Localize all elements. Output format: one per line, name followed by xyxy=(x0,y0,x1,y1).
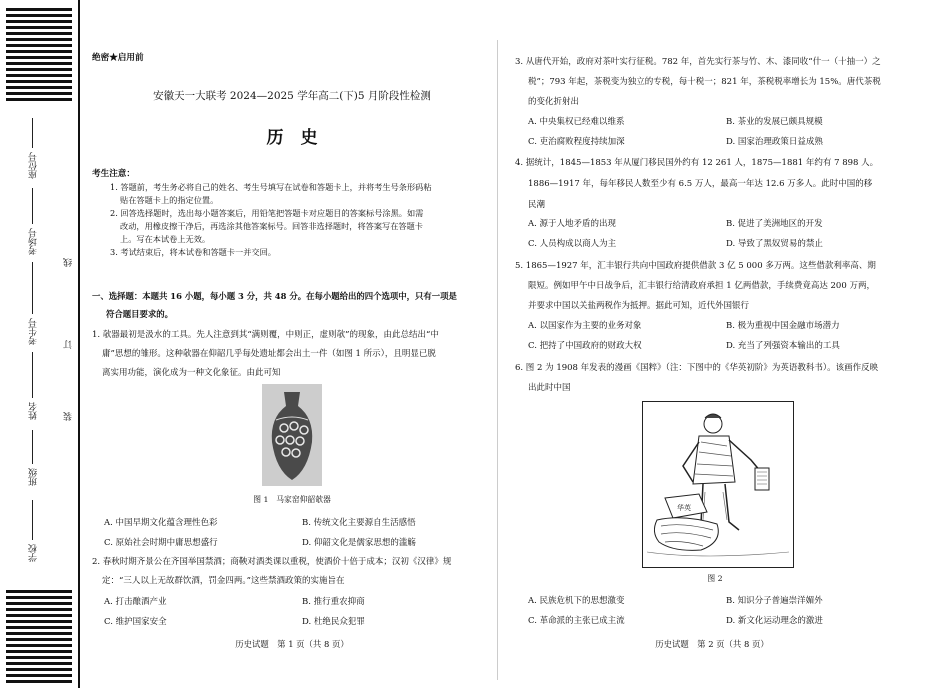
question-5-options: A. 以国家作为主要的业务对象 B. 极为重视中国金融市场潜力 C. 把持了中国政府的财政大权 D. 充当了列强资本输出的工具 xyxy=(528,321,840,351)
notice-list: 1. 答题前，考生务必将自己的姓名、考生号填写在试卷和答题卡上，并将考生号条形码粘 贴在答题卡上的指定位置。 2. 回答选择题时，选出每小题答案后，用铅笔把答题卡对应题目的答案标号涂黑。如需 改动，用橡皮擦干净后，再选涂其他答案标号。回答非选择题时，将答案写在答题卡 上。写在本试卷上无效。 3. 考试结束后，将本试卷和答题卡一并交回。 xyxy=(110,182,432,257)
question-5: 5. 1865—1927 年，汇丰银行共向中国政府提供借款 3 亿 5 000 多万两。这些借款利率高、期 限短。例如甲午中日战争后，汇丰银行给清政府承担 1 亿两借款，手续费竟高达 200 万两， 并要求中国以关盐两税作为抵押。据此可知，近代外国银行 xyxy=(515,261,876,311)
notice-title: 考生注意： xyxy=(92,169,135,179)
cut-mark-pack: 装 xyxy=(64,412,74,421)
question-4-options: A. 源于人地矛盾的出现 B. 促进了美洲地区的开发 C. 人员构成以商人为主 D. 导致了黑奴贸易的禁止 xyxy=(528,219,823,249)
left-footer: 历史试题 第 1 页（共 8 页） xyxy=(235,639,349,649)
cut-mark-bind: 订 xyxy=(64,340,74,349)
secret-label: 绝密★启用前 xyxy=(92,53,144,63)
field-name: 姓名 xyxy=(29,402,39,420)
figure-1-caption: 图 1 马家窑仰韶欹器 xyxy=(253,495,331,504)
question-2: 2. 春秋时期齐景公在齐国举国禁酒；商鞅对酒类课以重税，使酒价十倍于成本；汉初《汉律》规 定：“三人以上无故群饮酒，罚金四两。”这些禁酒政策的实施旨在 xyxy=(92,557,452,586)
question-4: 4. 据统计，1845—1853 年从厦门移民国外约有 12 261 人，1875—1881 年约有 7 898 人。 1886—1917 年，每年移民人数至少有 6.5 万人，最高一年达 12.6 万多人。此时中国的移 民潮 xyxy=(515,158,879,210)
field-school: 学校 xyxy=(29,544,39,562)
page-divider xyxy=(497,40,498,680)
question-3-options: A. 中央集权已经难以维系 B. 茶业的发展已颇具规模 C. 吏治腐败程度持续加深 D. 国家治理政策日益成熟 xyxy=(528,117,823,147)
question-1: 1. 欹器最初是汲水的工具。先人注意到其“满则覆，中则正，虚则欹”的现象，由此总结出“中 庸”思想的雏形。这种欹器在仰韶几乎每处遗址都会出土一件（如图 1 所示），且明显已脱 离实用功能，演化成为一种文化象征。由此可知 xyxy=(92,330,439,378)
cut-mark-line: 线 xyxy=(64,258,74,267)
field-room-number: 考场号 xyxy=(29,228,39,255)
right-footer: 历史试题 第 2 页（共 8 页） xyxy=(655,639,769,649)
figure-2-caption: 图 2 xyxy=(707,574,723,583)
binding-line xyxy=(78,0,80,688)
section-heading: 一、选择题：本题共 16 小题，每小题 3 分，共 48 分。在每小题给出的四个选项中，只有一项是 符合题目要求的。 xyxy=(92,291,457,319)
question-6: 6. 图 2 为 1908 年发表的漫画《国粹》（注：下图中的《华英初阶》为英语教科书）。该画作反映 出此时中国 xyxy=(515,363,879,393)
question-2-options: A. 打击酿酒产业 B. 推行重农抑商 C. 维护国家安全 D. 杜绝民众犯罪 xyxy=(104,597,365,627)
subject-title: 历 史 xyxy=(266,128,318,148)
figure-2-image xyxy=(642,401,794,568)
field-student-number: 考生号 xyxy=(29,318,39,345)
question-1-options: A. 中国早期文化蕴含理性色彩 B. 传统文化主要源自生活感悟 C. 原始社会时期中庸思想盛行 D. 仰韶文化是儒家思想的滥觞 xyxy=(104,518,416,548)
field-seat-number: 座位号 xyxy=(29,152,39,179)
question-3: 3. 从唐代开始，政府对茶叶实行征税。782 年，首先实行茶与竹、木、漆同收“什一（十抽一）之 税”；793 年起，茶税变为独立的专税，每十税一；821 年，茶税税率增长为 15%。唐代茶税 的变化折射出 xyxy=(515,57,881,107)
field-class: 班级 xyxy=(29,468,39,486)
figure-1-image xyxy=(262,384,322,486)
svg-text:华英: 华英 xyxy=(677,504,691,512)
exam-title: 安徽天一大联考 2024—2025 学年高二(下)5 月阶段性检测 xyxy=(153,90,431,102)
question-6-options: A. 民族危机下的思想激变 B. 知识分子普遍崇洋媚外 C. 革命派的主张已成主流 D. 新文化运动理念的激进 xyxy=(528,596,823,626)
